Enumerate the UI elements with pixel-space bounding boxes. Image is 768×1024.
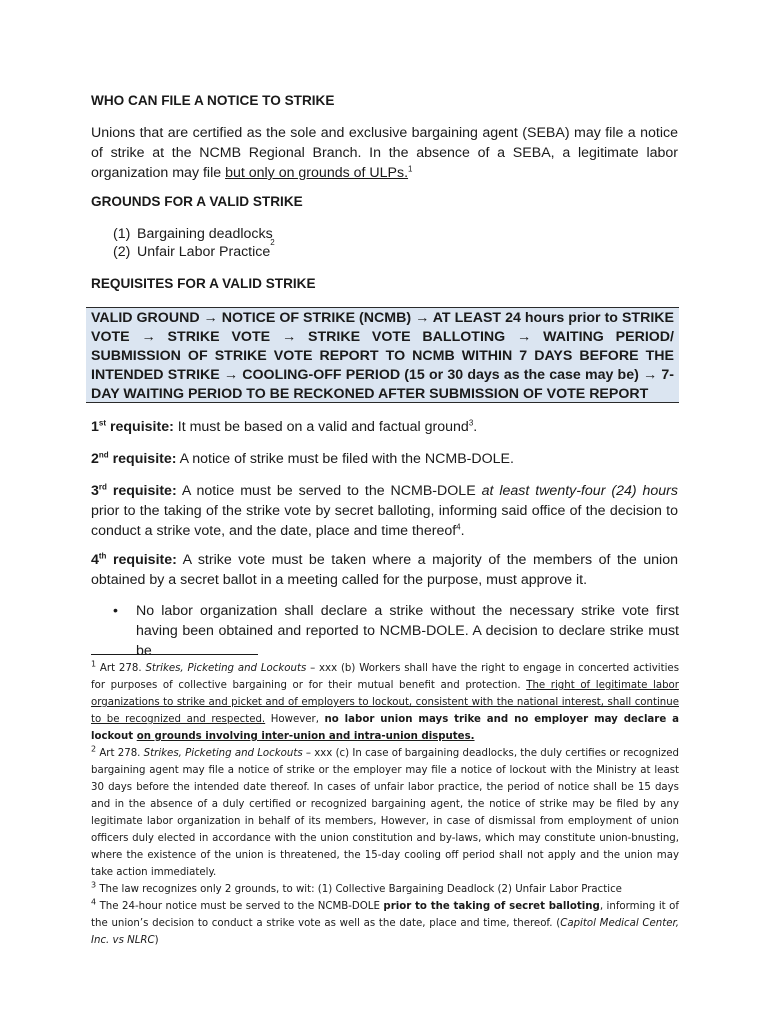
footnote-separator <box>91 654 258 655</box>
paragraph-who-can-file: Unions that are certified as the sole and exclusive bargaining agent (SEBA) may file a notice of strike at the NCMB Regional Branch. In the absence of a SEBA, a legitimate labor organization may file but only on grounds of ULPs.$^1$ <box>91 125 678 181</box>
footnote-ref-3: 3 <box>468 418 474 428</box>
requisite-label: 2nd requisite: <box>91 450 177 467</box>
summary-line: DAY WAITING PERIOD TO BE RECKONED AFTER SUBMISSION OF VOTE REPORT <box>91 386 649 402</box>
requisite-3: 3rd requisite: A notice must be served to the NCMB-DOLE at least twenty-four (24) hours prior to the taking of the strike vote by secret balloting, informing said office of the decision to conduct a strike vote, and the date, place and time thereof$^4$. <box>91 482 678 539</box>
footnote-2: $^2$ Art 278. Strikes, Picketing and Lockouts – xxx (c) In case of bargaining deadlocks, the duly certifies or recognized bargaining agent may file a notice of strike or the employer may file a notice of lockout with the Ministry at least 30 days before the intended date thereof. In cases of unfair labor practice, the period of notice shall be 15 days and in the absence of a duly certified or recognized bargaining agent, the notice of strike may be filed by any legitimate labor organization in behalf of its members, However, in case of dismissal from employment of union officers duly elected in accordance with the union constitution and by-laws, which may constitute union-bnusting, where the existence of the union is threatened, the 15-day cooling off period shall not apply and the union may take action immediately. <box>91 744 679 878</box>
summary-line: VOTE → STRIKE VOTE → STRIKE VOTE BALLOTING → WAITING PERIOD/ <box>91 329 674 345</box>
requisite-2: 2nd requisite: A notice of strike must be filed with the NCMB-DOLE. <box>91 450 514 467</box>
heading-grounds: GROUNDS FOR A VALID STRIKE <box>91 194 303 209</box>
requisite-label: 1st requisite: <box>91 418 174 435</box>
grounds-list <box>113 225 275 261</box>
grounds-list-item: (2) Unfair Labor Practice 2 <box>113 238 275 260</box>
summary-line: VALID GROUND → NOTICE OF STRIKE (NCMB) → AT LEAST 24 hours prior to STRIKE <box>91 310 674 326</box>
footnote-1: $^1$ Art 278. Strikes, Picketing and Lockouts – xxx (b) Workers shall have the right to engage in concerted activities for purposes of collective bargaining or for their mutual benefit and protection. The right of legitimate labor organizations to strike and picket and of employers to lockout, consistent with the national interest, shall continue to be recognized and respected. However, no labor union mays trike and no employer may declare a lockout on grounds involving inter-union and intra-union disputes. <box>91 659 679 742</box>
grounds-list-item: (1) Bargaining deadlocks <box>113 226 273 242</box>
requisite-1: 1st requisite: It must be based on a valid and factual ground$^3$. <box>91 418 478 435</box>
footnote-ref-4: 4 <box>456 522 461 532</box>
requisite-label: 3rd requisite: <box>91 482 177 499</box>
bullet-list <box>113 601 679 661</box>
footnote-ref-1: 1 <box>408 164 413 174</box>
requisite-label: 4th requisite: <box>91 551 177 568</box>
footnotes <box>91 660 679 949</box>
requisite-4: 4th requisite: A strike vote must be taken where a majority of the members of the union obtained by a secret ballot in a meeting called for the purpose, must approve it. <box>91 551 678 588</box>
summary-line: INTENDED STRIKE → COOLING-OFF PERIOD (15 or 30 days as the case may be) → 7- <box>91 367 674 383</box>
summary-line: SUBMISSION OF STRIKE VOTE REPORT TO NCMB WITHIN 7 DAYS BEFORE THE <box>91 348 674 364</box>
footnote-3: $^3$ The law recognizes only 2 grounds, to wit: (1) Collective Bargaining Deadlock (2) Unfair Labor Practice <box>91 880 622 895</box>
footnote-4: $^4$ The 24-hour notice must be served to the NCMB-DOLE prior to the taking of secret balloting, informing it of the union’s decision to conduct a strike vote as well as the date, place and time, thereof. (Capitol Medical Center, Inc. vs NLRC) <box>91 897 679 946</box>
footnote-ref-2: 2 <box>270 238 275 247</box>
ulp-underlined-text: but only on grounds of ULPs. <box>225 165 409 181</box>
heading-who-can-file: WHO CAN FILE A NOTICE TO STRIKE <box>91 93 335 108</box>
bullet-item: • No labor organization shall declare a strike without the necessary strike vote first having been obtained and reported to NCMB-DOLE. A decision to declare strike must be <box>113 603 679 659</box>
heading-requisites: REQUISITES FOR A VALID STRIKE <box>91 276 316 291</box>
requisites-summary-box <box>86 307 679 403</box>
bullet-icon: • <box>113 603 118 619</box>
